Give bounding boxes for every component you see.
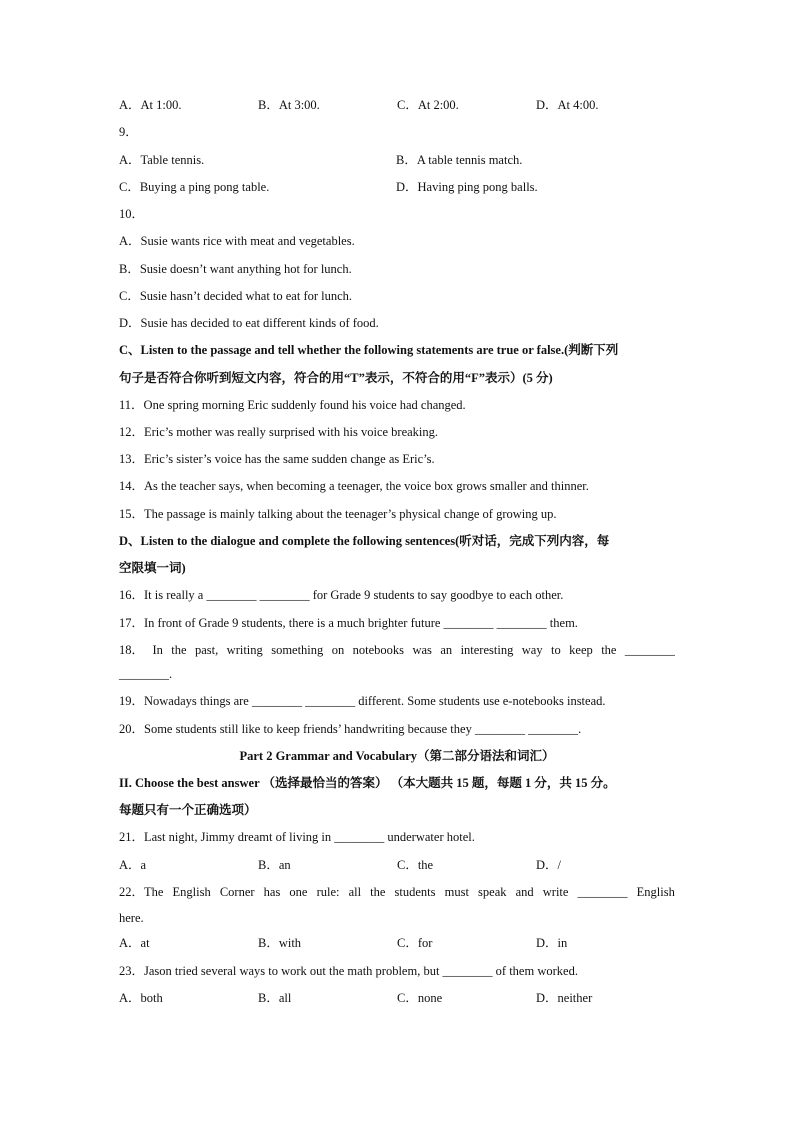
q18-word: notebooks xyxy=(352,643,405,657)
q23-option-d: D．neither xyxy=(536,991,593,1005)
q18-word: the xyxy=(171,643,187,657)
q21-option-c: C．the xyxy=(397,858,434,872)
question-22 xyxy=(119,884,675,900)
q23-option-c: C．none xyxy=(397,991,443,1005)
q22-word: rule: xyxy=(316,885,340,899)
q18-word: was xyxy=(412,643,432,657)
q8-option-a: A．At 1:00. xyxy=(119,98,182,112)
q22-word: one xyxy=(289,885,308,899)
statement-13: 13．Eric’s sister’s voice has the same sudden change as Eric’s. xyxy=(119,452,435,466)
section-c-title-line2: 句子是否符合你听到短文内容，符合的用“T”表示，不符合的用“F”表示）(5 分) xyxy=(119,371,553,385)
section-d-title-line1: D、Listen to the dialogue and complete the following sentences(听对话，完成下列内容，每 xyxy=(119,534,610,548)
q18-word: interesting xyxy=(460,643,514,657)
q22-word: Corner xyxy=(219,885,255,899)
question-18-continued: ________. xyxy=(119,667,173,681)
q22-word: and xyxy=(515,885,534,899)
q10-option-d: D．Susie has decided to eat different kinds of food. xyxy=(119,316,379,330)
question-18 xyxy=(119,642,675,658)
q22-option-b: B．with xyxy=(258,936,302,950)
part2-instructions-line1: II. Choose the best answer （选择最恰当的答案） （本大题共 15 题，每题 1 分，共 15 分。 xyxy=(119,776,616,790)
q21-option-a: A．a xyxy=(119,858,147,872)
q18-word: past, xyxy=(194,643,219,657)
question-23: 23．Jason tried several ways to work out the math problem, but ________ of them worked. xyxy=(119,964,578,978)
q9-option-d: D．Having ping pong balls. xyxy=(396,180,538,194)
q9-option-a: A．Table tennis. xyxy=(119,153,205,167)
question-22-continued: here. xyxy=(119,911,144,925)
q18-word: to xyxy=(551,643,561,657)
q18-word: the xyxy=(601,643,617,657)
q21-option-b: B．an xyxy=(258,858,291,872)
q23-option-b: B．all xyxy=(258,991,292,1005)
q22-word: 22．The xyxy=(119,885,164,899)
q8-option-c: C．At 2:00. xyxy=(397,98,459,112)
section-d-title-line2: 空限填一词) xyxy=(119,561,186,575)
question-19: 19．Nowadays things are ________ ________ different. Some students use e-notebooks instead. xyxy=(119,694,606,708)
q8-option-b: B．At 3:00. xyxy=(258,98,320,112)
q22-word: speak xyxy=(478,885,507,899)
q18-word: an xyxy=(440,643,453,657)
question-20: 20．Some students still like to keep friends’ handwriting because they ________ ________. xyxy=(119,722,582,736)
q23-option-a: A．both xyxy=(119,991,163,1005)
q22-option-d: D．in xyxy=(536,936,568,950)
q22-word: must xyxy=(444,885,469,899)
statement-15: 15．The passage is mainly talking about the teenager’s physical change of growing up. xyxy=(119,507,557,521)
question-21: 21．Last night, Jimmy dreamt of living in ________ underwater hotel. xyxy=(119,830,475,844)
q10-number: 10． xyxy=(119,207,145,221)
q22-word: has xyxy=(263,885,281,899)
q9-option-b: B．A table tennis match. xyxy=(396,153,523,167)
q22-blank: ________ xyxy=(577,885,628,899)
part2-heading: Part 2 Grammar and Vocabulary（第二部分语法和词汇） xyxy=(239,749,555,763)
q22-word: students xyxy=(394,885,436,899)
q18-word: In xyxy=(152,643,163,657)
section-c-title-line1: C、Listen to the passage and tell whether the following statements are true or false.(判断下列 xyxy=(119,343,619,357)
q10-option-a: A．Susie wants rice with meat and vegetables. xyxy=(119,234,355,248)
q22-word: the xyxy=(370,885,386,899)
statement-11: 11．One spring morning Eric suddenly found his voice had changed. xyxy=(119,398,466,412)
q18-word: writing xyxy=(226,643,263,657)
question-17: 17．In front of Grade 9 students, there is a much brighter future ________ ________ them. xyxy=(119,616,578,630)
statement-14: 14．As the teacher says, when becoming a teenager, the voice box grows smaller and thinner. xyxy=(119,479,589,493)
q18-word: something xyxy=(271,643,324,657)
q18-word: on xyxy=(331,643,345,657)
q22-word: English xyxy=(172,885,211,899)
q22-word: write xyxy=(542,885,569,899)
q8-option-d: D．At 4:00. xyxy=(536,98,599,112)
q9-option-c: C．Buying a ping pong table. xyxy=(119,180,270,194)
q21-option-d: D．/ xyxy=(536,858,562,872)
q9-number: 9． xyxy=(119,125,138,139)
part2-instructions-line2: 每题只有一个正确选项） xyxy=(119,803,257,817)
q18-word: keep xyxy=(569,643,593,657)
q18-word: way xyxy=(521,643,543,657)
statement-12: 12．Eric’s mother was really surprised with his voice breaking. xyxy=(119,425,439,439)
q22-word: English xyxy=(636,885,675,899)
q18-blank: ________ xyxy=(624,643,675,657)
question-16: 16．It is really a ________ ________ for Grade 9 students to say goodbye to each other. xyxy=(119,588,564,602)
q10-option-b: B．Susie doesn’t want anything hot for lunch. xyxy=(119,262,352,276)
q10-option-c: C．Susie hasn’t decided what to eat for lunch. xyxy=(119,289,353,303)
q22-option-c: C．for xyxy=(397,936,433,950)
q22-word: all xyxy=(348,885,362,899)
q22-option-a: A．at xyxy=(119,936,150,950)
q18-word: 18． xyxy=(119,643,145,657)
